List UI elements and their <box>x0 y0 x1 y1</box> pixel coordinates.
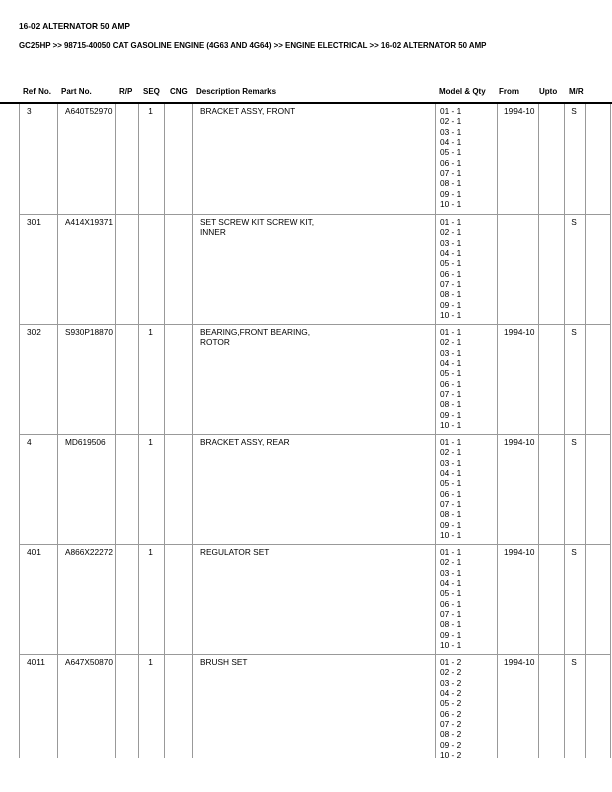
cell-rp <box>116 215 139 324</box>
model-qty-line: 07 - 1 <box>440 388 462 399</box>
model-qty-line: 06 - 1 <box>440 488 462 499</box>
cell-cng <box>165 325 193 434</box>
cell-model-qty <box>436 435 498 544</box>
description-line: BEARING,FRONT BEARING, <box>200 327 311 337</box>
cell-description <box>193 325 436 434</box>
column-header-cng: CNG <box>170 87 188 96</box>
model-qty-line: 02 - 1 <box>440 337 462 348</box>
model-qty-line: 04 - 1 <box>440 136 462 147</box>
model-qty-line: 09 - 1 <box>440 188 462 199</box>
model-qty-line: 01 - 1 <box>440 217 462 227</box>
model-qty-line: 10 - 1 <box>440 419 462 430</box>
cell-part-no: A414X19371 <box>58 215 116 324</box>
cell-mr: S <box>565 325 586 434</box>
model-qty-line: 08 - 1 <box>440 289 462 300</box>
cell-trail <box>586 655 611 758</box>
model-qty-line: 03 - 1 <box>440 126 462 137</box>
model-qty-line: 02 - 1 <box>440 557 462 568</box>
model-qty-line: 09 - 2 <box>440 739 462 750</box>
model-qty-line: 07 - 1 <box>440 608 462 619</box>
column-header-description: Description Remarks <box>196 87 277 96</box>
cell-rp <box>116 435 139 544</box>
model-qty-line: 06 - 2 <box>440 708 462 719</box>
model-qty-line: 02 - 2 <box>440 667 462 678</box>
cell-mr: S <box>565 435 586 544</box>
model-qty-line: 03 - 1 <box>440 457 462 468</box>
model-qty-line: 04 - 1 <box>440 247 462 258</box>
model-qty-line: 03 - 1 <box>440 237 462 248</box>
cell-model-qty <box>436 655 498 758</box>
model-qty-line: 09 - 1 <box>440 409 462 420</box>
model-qty-line: 02 - 1 <box>440 227 462 238</box>
model-qty-line: 07 - 1 <box>440 167 462 178</box>
description-line: SET SCREW KIT SCREW KIT, <box>200 217 315 227</box>
cell-cng <box>165 655 193 758</box>
cell-description <box>193 655 436 758</box>
model-qty-line: 04 - 2 <box>440 687 462 698</box>
model-qty-line: 07 - 1 <box>440 498 462 509</box>
model-qty-line: 02 - 1 <box>440 116 462 127</box>
description-line: BRACKET ASSY, FRONT <box>200 106 296 116</box>
cell-trail <box>586 545 611 654</box>
cell-upto <box>539 215 565 324</box>
table-row <box>20 434 611 544</box>
table-row <box>20 214 611 324</box>
model-qty-line: 03 - 2 <box>440 677 462 688</box>
table-row <box>20 654 611 758</box>
cell-upto <box>539 104 565 214</box>
description-line: REGULATOR SET <box>200 547 270 557</box>
cell-model-qty <box>436 215 498 324</box>
cell-upto <box>539 325 565 434</box>
cell-rp <box>116 655 139 758</box>
table-row <box>20 544 611 654</box>
cell-trail <box>586 435 611 544</box>
cell-ref-no: 3 <box>20 104 58 214</box>
breadcrumb: GC25HP >> 98715-40050 CAT GASOLINE ENGINE (4G63 AND 4G64) >> ENGINE ELECTRICAL >> 16-02 ALTERNATOR 50 AMP <box>19 41 487 50</box>
model-qty-line: 05 - 2 <box>440 698 462 709</box>
cell-description <box>193 435 436 544</box>
cell-rp <box>116 325 139 434</box>
model-qty-line: 04 - 1 <box>440 357 462 368</box>
model-qty-line: 08 - 1 <box>440 399 462 410</box>
cell-from: 1994-10 <box>498 545 539 654</box>
cell-ref-no: 401 <box>20 545 58 654</box>
cell-from: 1994-10 <box>498 325 539 434</box>
cell-cng <box>165 435 193 544</box>
cell-mr: S <box>565 104 586 214</box>
model-qty-line: 02 - 1 <box>440 447 462 458</box>
model-qty-line: 05 - 1 <box>440 368 462 379</box>
model-qty-line: 06 - 1 <box>440 157 462 168</box>
column-header-part-no: Part No. <box>61 87 92 96</box>
column-header-seq: SEQ <box>143 87 160 96</box>
cell-description <box>193 545 436 654</box>
cell-from: 1994-10 <box>498 655 539 758</box>
cell-seq <box>139 215 165 324</box>
cell-ref-no: 301 <box>20 215 58 324</box>
column-header-ref-no: Ref No. <box>23 87 51 96</box>
model-qty-line: 05 - 1 <box>440 588 462 599</box>
cell-cng <box>165 545 193 654</box>
model-qty-line: 10 - 1 <box>440 309 462 320</box>
cell-part-no: A640T52970 <box>58 104 116 214</box>
cell-model-qty <box>436 545 498 654</box>
description-line: INNER <box>200 227 226 238</box>
cell-part-no: MD619506 <box>58 435 116 544</box>
cell-from: 1994-10 <box>498 435 539 544</box>
model-qty-line: 01 - 1 <box>440 437 462 447</box>
description-line: ROTOR <box>200 337 230 348</box>
model-qty-line: 03 - 1 <box>440 567 462 578</box>
cell-upto <box>539 435 565 544</box>
model-qty-line: 01 - 1 <box>440 327 462 337</box>
column-header-upto: Upto <box>539 87 558 96</box>
cell-seq: 1 <box>139 325 165 434</box>
description-line: BRACKET ASSY, REAR <box>200 437 290 447</box>
cell-trail <box>586 215 611 324</box>
page-title: 16-02 ALTERNATOR 50 AMP <box>19 21 130 31</box>
model-qty-line: 08 - 1 <box>440 178 462 189</box>
model-qty-line: 10 - 2 <box>440 749 462 758</box>
column-header-from: From <box>499 87 519 96</box>
model-qty-line: 08 - 1 <box>440 509 462 520</box>
model-qty-line: 09 - 1 <box>440 299 462 310</box>
description-line: BRUSH SET <box>200 657 248 667</box>
model-qty-line: 09 - 1 <box>440 629 462 640</box>
cell-from <box>498 215 539 324</box>
column-header-trail <box>585 87 610 97</box>
cell-model-qty <box>436 104 498 214</box>
table-row <box>20 104 611 214</box>
table-row <box>20 324 611 434</box>
cell-mr: S <box>565 215 586 324</box>
cell-part-no: S930P18870 <box>58 325 116 434</box>
cell-rp <box>116 545 139 654</box>
column-header-model-qty: Model & Qty <box>439 87 486 96</box>
model-qty-line: 01 - 2 <box>440 657 462 667</box>
model-qty-line: 04 - 1 <box>440 467 462 478</box>
cell-trail <box>586 325 611 434</box>
model-qty-line: 06 - 1 <box>440 268 462 279</box>
model-qty-line: 07 - 2 <box>440 718 462 729</box>
cell-seq: 1 <box>139 655 165 758</box>
model-qty-line: 06 - 1 <box>440 598 462 609</box>
model-qty-line: 05 - 1 <box>440 478 462 489</box>
model-qty-line: 10 - 1 <box>440 198 462 209</box>
cell-trail <box>586 104 611 214</box>
cell-mr: S <box>565 655 586 758</box>
model-qty-line: 05 - 1 <box>440 147 462 158</box>
model-qty-line: 08 - 2 <box>440 729 462 740</box>
cell-ref-no: 4011 <box>20 655 58 758</box>
cell-seq: 1 <box>139 104 165 214</box>
column-header-mr: M/R <box>569 87 584 96</box>
cell-part-no: A866X22272 <box>58 545 116 654</box>
cell-cng <box>165 215 193 324</box>
cell-ref-no: 302 <box>20 325 58 434</box>
model-qty-line: 01 - 1 <box>440 547 462 557</box>
cell-upto <box>539 655 565 758</box>
cell-upto <box>539 545 565 654</box>
cell-rp <box>116 104 139 214</box>
cell-from: 1994-10 <box>498 104 539 214</box>
model-qty-line: 05 - 1 <box>440 258 462 269</box>
model-qty-line: 03 - 1 <box>440 347 462 358</box>
parts-table-body <box>19 104 611 758</box>
column-header-rp: R/P <box>119 87 133 96</box>
model-qty-line: 06 - 1 <box>440 378 462 389</box>
cell-seq: 1 <box>139 435 165 544</box>
cell-model-qty <box>436 325 498 434</box>
cell-seq: 1 <box>139 545 165 654</box>
model-qty-line: 10 - 1 <box>440 529 462 540</box>
model-qty-line: 10 - 1 <box>440 639 462 650</box>
model-qty-line: 04 - 1 <box>440 577 462 588</box>
cell-part-no: A647X50870 <box>58 655 116 758</box>
cell-mr: S <box>565 545 586 654</box>
table-header-row <box>19 87 610 97</box>
cell-ref-no: 4 <box>20 435 58 544</box>
model-qty-line: 07 - 1 <box>440 278 462 289</box>
model-qty-line: 09 - 1 <box>440 519 462 530</box>
cell-description <box>193 215 436 324</box>
model-qty-line: 01 - 1 <box>440 106 462 116</box>
model-qty-line: 08 - 1 <box>440 619 462 630</box>
cell-description <box>193 104 436 214</box>
cell-cng <box>165 104 193 214</box>
